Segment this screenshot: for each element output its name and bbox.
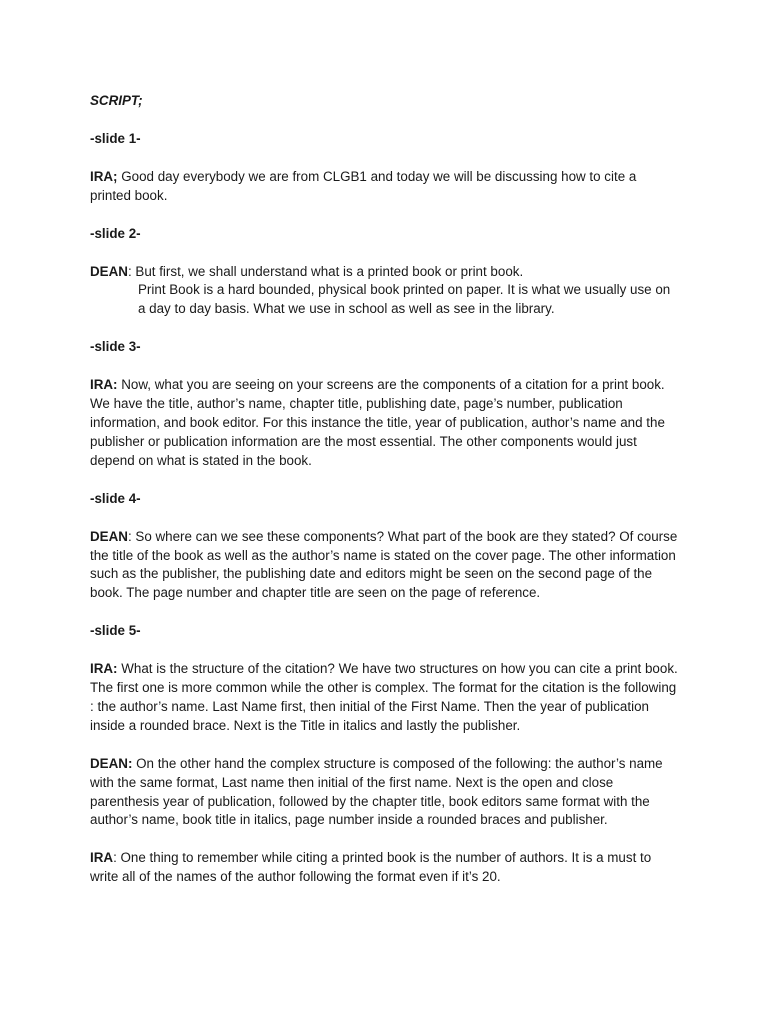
document-page — [90, 92, 680, 906]
slide-5-paragraph-3 — [90, 849, 680, 887]
speaker-label: IRA: — [90, 377, 118, 393]
slide-1-heading: -slide 1- — [90, 130, 141, 146]
slide-3-heading: -slide 3- — [90, 339, 141, 355]
speaker-label: IRA: — [90, 661, 118, 677]
slide-5-heading: -slide 5- — [90, 623, 141, 639]
speaker-label: DEAN — [90, 263, 128, 279]
speaker-label: DEAN — [90, 528, 128, 544]
paragraph-text: : One thing to remember while citing a printed book is the number of authors. It is a must to write all of the names of the author following the format even if it’s 20. — [90, 850, 652, 885]
paragraph-text: Good day everybody we are from CLGB1 and today we will be discussing how to cite a printed book. — [90, 168, 637, 203]
slide-2-heading: -slide 2- — [90, 225, 141, 241]
speaker-label: IRA; — [90, 168, 118, 184]
slide-5-paragraph-2 — [90, 755, 680, 831]
paragraph-text: What is the structure of the citation? We have two structures on how you can cite a print book. The first one is more common while the other is complex. The format for the citation is the following : the author’s name. Last Name first, then initial of the First Name. Then the year of publication inside a rounded brace. Next is the Title in italics and lastly the publisher. — [90, 661, 678, 733]
slide-1-paragraph — [90, 168, 680, 206]
slide-5-paragraph-1 — [90, 660, 680, 736]
slide-4-heading: -slide 4- — [90, 490, 141, 506]
document-title: SCRIPT; — [90, 93, 143, 108]
slide-3-paragraph — [90, 376, 680, 471]
paragraph-text: On the other hand the complex structure is composed of the following: the author’s name with the same format, Last name then initial of the first name. Next is the open and close parenthesis year of publication, followed by the chapter title, book editors same format with the author’s name, book title in italics, page number inside a rounded braces and publisher. — [90, 755, 663, 828]
slide-4-paragraph — [90, 528, 680, 604]
slide-2-paragraph — [90, 263, 680, 320]
speaker-label: IRA — [90, 850, 114, 866]
paragraph-text: : So where can we see these components? What part of the book are they stated? Of course the title of the book as well as the author’s name is stated on the cover page. The other information such as the publisher, the publishing date and editors might be seen on the second page of the book. The page number and chapter title are seen on the page of reference. — [90, 528, 678, 601]
paragraph-text: : But first, we shall understand what is a printed book or print book. — [127, 263, 524, 279]
paragraph-text: Now, what you are seeing on your screens are the components of a citation for a print book. We have the title, author’s name, chapter title, publishing date, page’s number, publication information, and book editor. For this instance the title, year of publication, author’s name and the publisher or publication information are the most essential. The other components would just depend on what is stated in the book. — [90, 377, 665, 468]
speaker-label: DEAN: — [90, 755, 133, 771]
paragraph-text-indented: Print Book is a hard bounded, physical book printed on paper. It is what we usually use on a day to day basis. What we use in school as well as see in the library. — [138, 282, 671, 317]
